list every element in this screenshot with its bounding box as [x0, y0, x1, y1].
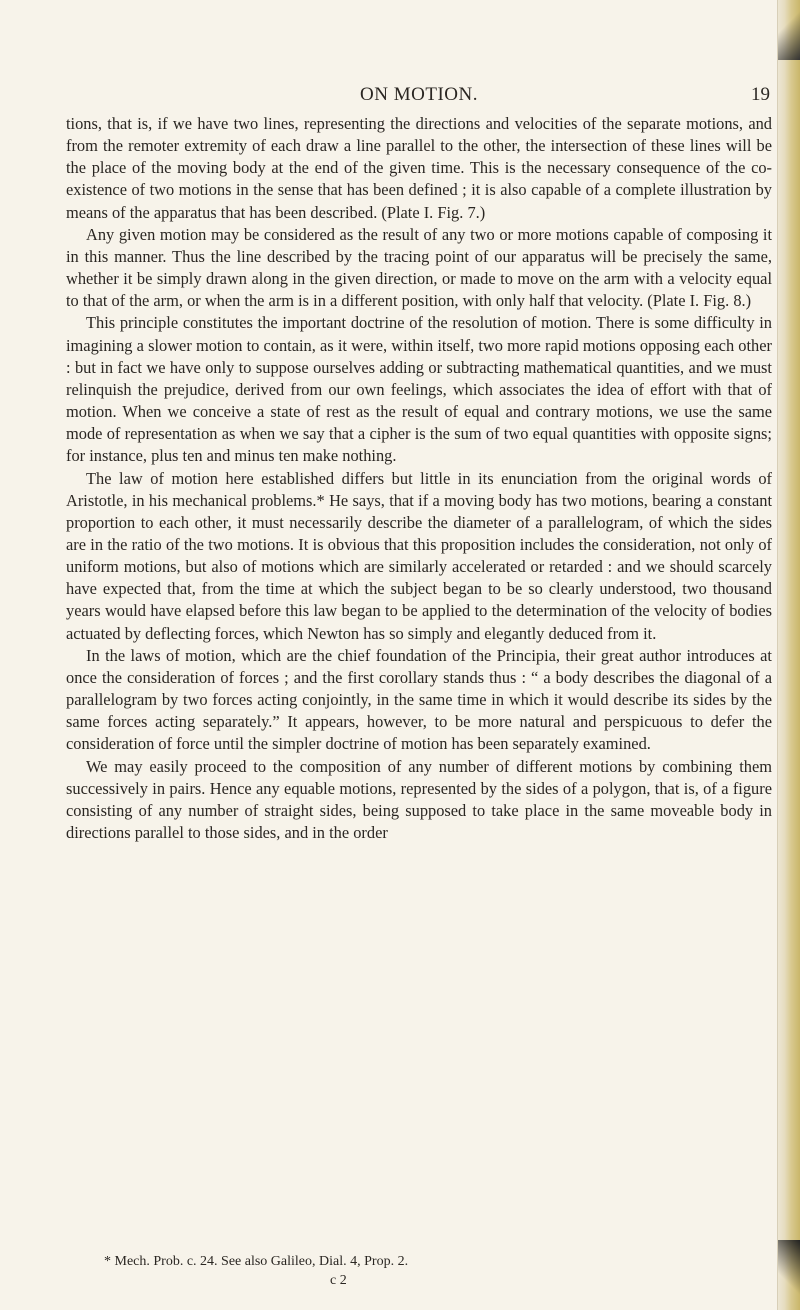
page-number: 19	[751, 84, 770, 105]
page-edge-shadow-bottom	[778, 1240, 800, 1310]
paragraph: tions, that is, if we have two lines, representing the directions and velocities of the separate motions, and from the remoter extremity of each draw a line parallel to the other, the intersection of these lines will be the place of the moving body at the end of the given time. This is the necessary consequence of the co-existence of two motions in the sense that has been defined ; it is also capable of a complete illustration by means of the apparatus that has been described. (Plate I. Fig. 7.)	[66, 114, 772, 222]
paragraph: Any given motion may be considered as the result of any two or more motions capable of composing it in this manner. Thus the line described by the tracing point of our apparatus will be precisely the same, whether it be simply drawn along in the given direction, or made to move on the arm with a velocity equal to that of the arm, or when the arm is in a different position, with only half that velocity. (Plate I. Fig. 8.)	[66, 224, 772, 311]
paragraph: In the laws of motion, which are the chief foundation of the Principia, their great author introduces at once the consideration of forces ; and the first corollary stands thus : “ a body describes the diagonal of a parallelogram by two forces acting conjointly, in the same time in which it would describe its sides by the same forces acting separately.” It appears, however, to be more natural and perspicuous to defer the consideration of force until the simpler doctrine of motion has been separately examined.	[66, 645, 772, 754]
footnote: * Mech. Prob. c. 24. See also Galileo, Dial. 4, Prop. 2.	[104, 1254, 409, 1269]
page-edge-shadow-top	[778, 0, 800, 60]
page-header	[66, 84, 772, 110]
paragraph: We may easily proceed to the composition of any number of different motions by combining them successively in pairs. Hence any equable motions, represented by the sides of a polygon, that is, of a figure consisting of any number of straight sides, being supposed to take place in the same moveable body in directions parallel to those sides, and in the order	[66, 756, 772, 842]
running-head: ON MOTION.	[360, 84, 478, 105]
page-edge	[777, 0, 800, 1310]
paragraph: The law of motion here established differs but little in its enunciation from the original words of Aristotle, in his mechanical problems.* He says, that if a moving body has two motions, bearing a constant proportion to each other, it must necessarily describe the diameter of a parallelogram, of which the sides are in the ratio of the two motions. It is obvious that this proposition includes the consideration, not only of uniform motions, but also of motions which are similarly accelerated or retarded : and we should scarcely have expected that, from the time at which the subject began to be so clearly understood, two thousand years would have elapsed before this law began to be applied to the determination of the velocity of bodies actuated by deflecting forces, which Newton has so simply and elegantly deduced from it.	[66, 468, 772, 643]
paragraph: This principle constitutes the important doctrine of the resolution of motion. There is some difficulty in imagining a slower motion to contain, as it were, within itself, two more rapid motions opposing each other : but in fact we have only to suppose ourselves adding or subtracting mathematical quantities, and we must relinquish the prejudice, derived from our own feelings, which associates the idea of effort with that of motion. When we conceive a state of rest as the result of equal and contrary motions, we use the same mode of representation as when we say that a cipher is the sum of two equal quantities with opposite signs; for instance, plus ten and minus ten make nothing.	[66, 313, 772, 466]
body-text	[66, 113, 772, 844]
signature-mark: c 2	[330, 1273, 347, 1288]
